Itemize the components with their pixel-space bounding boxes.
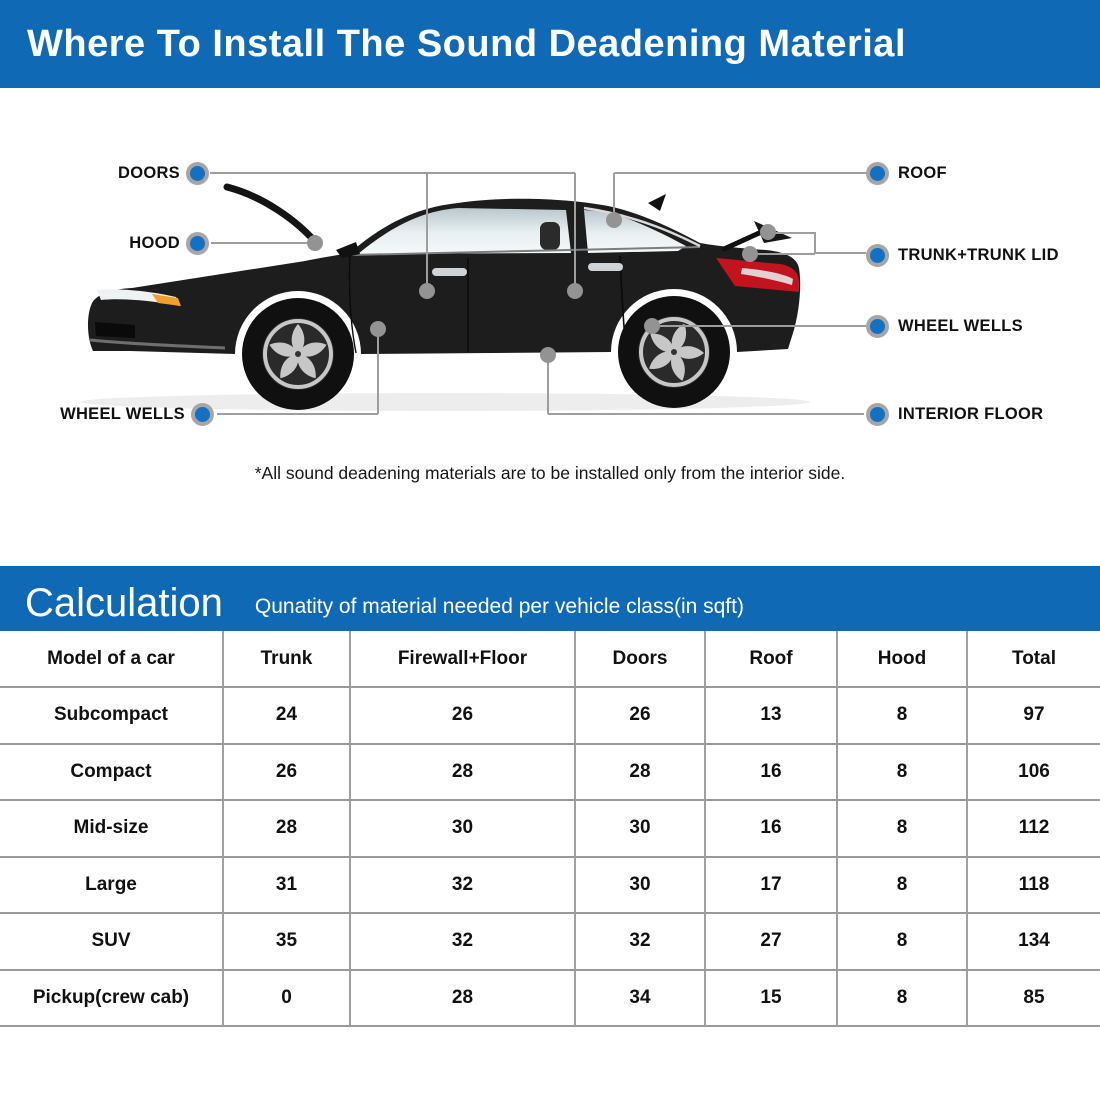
open-hood	[227, 187, 318, 245]
label-roof	[866, 162, 947, 185]
row-large-doors: 30	[576, 858, 706, 915]
label-interior-floor	[866, 403, 1043, 426]
row-compact-firewall: 28	[351, 745, 576, 802]
row-pickup-hood: 8	[838, 971, 968, 1028]
row-pickup-total: 85	[968, 971, 1100, 1028]
row-midsize-doors: 30	[576, 801, 706, 858]
label-wheel-wells-right	[866, 315, 1023, 338]
row-midsize-hood: 8	[838, 801, 968, 858]
row-large-trunk: 31	[224, 858, 351, 915]
row-compact-doors: 28	[576, 745, 706, 802]
col-header-model: Model of a car	[0, 631, 224, 688]
roof-marker-icon	[866, 162, 889, 185]
wheel-wells-left-marker-icon	[191, 403, 214, 426]
calculation-header	[0, 566, 1100, 631]
row-pickup-firewall: 28	[351, 971, 576, 1028]
dot-front-wheel-well	[370, 321, 386, 337]
row-subcompact-hood: 8	[838, 688, 968, 745]
label-wheel-wells-left	[60, 403, 214, 426]
label-interior-floor-text: INTERIOR FLOOR	[898, 405, 1044, 423]
row-compact-total: 106	[968, 745, 1100, 802]
row-midsize-trunk: 28	[224, 801, 351, 858]
installation-note: *All sound deadening materials are to be installed only from the interior side.	[254, 463, 846, 483]
interior-floor-marker-icon	[866, 403, 889, 426]
row-midsize-model: Mid-size	[0, 801, 224, 858]
antenna-fin	[648, 194, 666, 211]
rear-wheel	[618, 296, 730, 408]
front-window	[358, 208, 571, 254]
col-header-roof: Roof	[706, 631, 838, 688]
row-compact-trunk: 26	[224, 745, 351, 802]
label-hood-text: HOOD	[129, 234, 180, 252]
row-suv-model: SUV	[0, 914, 224, 971]
row-compact-hood: 8	[838, 745, 968, 802]
dot-rear-door	[567, 283, 583, 299]
material-table	[0, 631, 1100, 1027]
col-header-firewall-floor: Firewall+Floor	[351, 631, 576, 688]
front-wheel	[242, 298, 354, 410]
row-suv-roof: 27	[706, 914, 838, 971]
label-wheel-wells-right-text: WHEEL WELLS	[898, 317, 1023, 335]
row-pickup-doors: 34	[576, 971, 706, 1028]
row-subcompact-doors: 26	[576, 688, 706, 745]
dot-interior-floor	[540, 347, 556, 363]
row-midsize-total: 112	[968, 801, 1100, 858]
calculation-subtitle: Qunatity of material needed per vehicle class(in sqft)	[254, 595, 744, 618]
page-title: Where To Install The Sound Deadening Material	[27, 22, 907, 65]
trunk-marker-icon	[866, 244, 889, 267]
row-compact-model: Compact	[0, 745, 224, 802]
row-large-model: Large	[0, 858, 224, 915]
door-handle-front	[432, 268, 467, 276]
doors-marker-icon	[186, 162, 209, 185]
row-suv-total: 134	[968, 914, 1100, 971]
col-header-trunk: Trunk	[224, 631, 351, 688]
wheel-wells-right-marker-icon	[866, 315, 889, 338]
col-header-doors: Doors	[576, 631, 706, 688]
label-doors-text: DOORS	[117, 164, 180, 182]
row-subcompact-trunk: 24	[224, 688, 351, 745]
row-suv-doors: 32	[576, 914, 706, 971]
row-pickup-model: Pickup(crew cab)	[0, 971, 224, 1028]
row-large-total: 118	[968, 858, 1100, 915]
row-compact-roof: 16	[706, 745, 838, 802]
row-suv-firewall: 32	[351, 914, 576, 971]
row-subcompact-roof: 13	[706, 688, 838, 745]
row-large-hood: 8	[838, 858, 968, 915]
door-handle-rear	[588, 263, 623, 271]
dot-trunk-lid	[760, 224, 776, 240]
row-pickup-roof: 15	[706, 971, 838, 1028]
label-hood	[129, 232, 209, 255]
row-midsize-firewall: 30	[351, 801, 576, 858]
hood-marker-icon	[186, 232, 209, 255]
row-suv-trunk: 35	[224, 914, 351, 971]
dot-front-door	[419, 283, 435, 299]
dot-hood	[307, 235, 323, 251]
car-illustration	[88, 187, 800, 410]
dot-trunk	[742, 246, 758, 262]
label-doors	[118, 162, 209, 185]
label-roof-text: ROOF	[898, 164, 947, 182]
dot-rear-wheel-well	[644, 318, 660, 334]
col-header-hood: Hood	[838, 631, 968, 688]
label-trunk	[866, 244, 1059, 267]
row-large-firewall: 32	[351, 858, 576, 915]
row-pickup-trunk: 0	[224, 971, 351, 1028]
calculation-title: Calculation	[25, 581, 223, 625]
row-midsize-roof: 16	[706, 801, 838, 858]
row-subcompact-model: Subcompact	[0, 688, 224, 745]
row-subcompact-total: 97	[968, 688, 1100, 745]
row-subcompact-firewall: 26	[351, 688, 576, 745]
row-large-roof: 17	[706, 858, 838, 915]
col-header-total: Total	[968, 631, 1100, 688]
label-wheel-wells-left-text: WHEEL WELLS	[60, 405, 185, 423]
dot-roof	[606, 212, 622, 228]
label-trunk-text: TRUNK+TRUNK LID	[898, 246, 1059, 264]
row-suv-hood: 8	[838, 914, 968, 971]
headrest	[540, 222, 560, 250]
